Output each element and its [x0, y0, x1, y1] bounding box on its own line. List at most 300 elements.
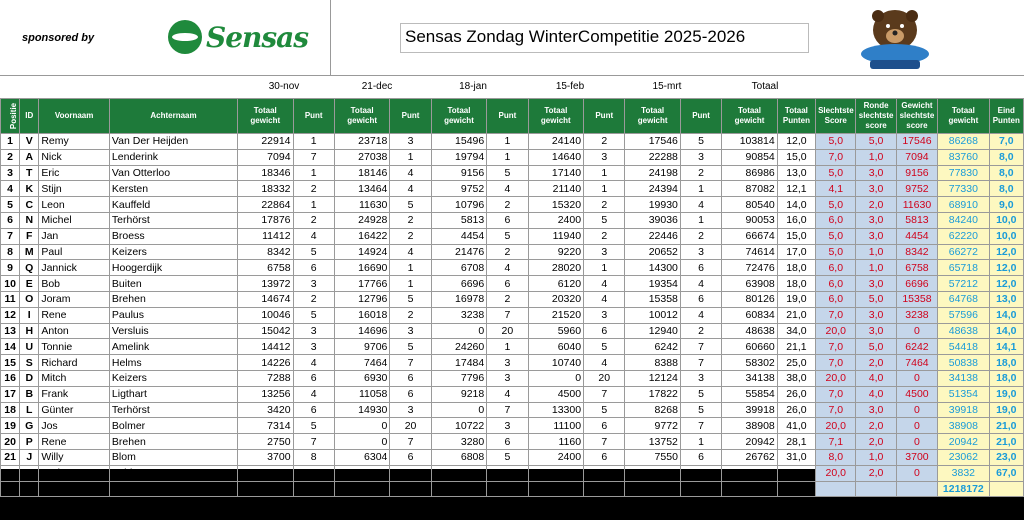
table-cell: Tonnie — [39, 339, 110, 355]
table-cell: 7 — [680, 418, 721, 434]
table-cell: 5 — [487, 228, 528, 244]
table-cell: 7 — [293, 434, 334, 450]
table-cell: 3832 — [938, 465, 989, 481]
table-cell: 5 — [293, 307, 334, 323]
table-cell: T — [20, 165, 39, 181]
table-cell: 19,0 — [777, 291, 815, 307]
table-cell: 21476 — [431, 244, 486, 260]
table-cell: 24928 — [334, 212, 389, 228]
table-cell: 22446 — [625, 228, 680, 244]
table-cell: 9,0 — [989, 197, 1023, 213]
table-cell: 28020 — [528, 260, 583, 276]
date-label: 15-feb — [555, 81, 585, 92]
table-cell: Amelink — [109, 339, 237, 355]
table-cell: 6 — [584, 323, 625, 339]
table-cell: 26,0 — [777, 402, 815, 418]
table-cell: 58302 — [722, 355, 777, 371]
table-cell: 20,0 — [816, 465, 856, 481]
table-cell: 24140 — [528, 134, 583, 150]
table-cell: 0 — [528, 370, 583, 386]
table-cell: 18,0 — [777, 260, 815, 276]
table-cell: 21,0 — [989, 434, 1023, 450]
table-cell — [777, 481, 815, 497]
table-cell: 3 — [293, 276, 334, 292]
table-cell: 4 — [293, 355, 334, 371]
table-cell: 2 — [487, 244, 528, 260]
table-cell: 4 — [390, 181, 431, 197]
table-cell: 8268 — [625, 402, 680, 418]
table-cell — [487, 481, 528, 497]
table-cell: C — [20, 197, 39, 213]
table-cell: 8,0 — [989, 149, 1023, 165]
table-cell: Broess — [109, 228, 237, 244]
table-row — [1, 465, 1024, 481]
table-cell: 20 — [390, 418, 431, 434]
table-cell: 14226 — [238, 355, 293, 371]
table-cell: 12940 — [625, 323, 680, 339]
table-cell: Paul — [39, 244, 110, 260]
table-cell: 6,0 — [816, 212, 856, 228]
table-cell: 68910 — [938, 197, 989, 213]
table-cell: 0 — [431, 465, 486, 481]
table-cell: 6304 — [334, 449, 389, 465]
table-cell: 7550 — [625, 449, 680, 465]
table-cell: 14,0 — [989, 323, 1023, 339]
table-cell: 6 — [390, 370, 431, 386]
table-cell: 4,1 — [816, 181, 856, 197]
table-cell — [293, 481, 334, 497]
table-cell: 11630 — [334, 197, 389, 213]
table-cell: 80126 — [722, 291, 777, 307]
table-cell: R — [20, 465, 39, 481]
table-cell: 10740 — [528, 355, 583, 371]
table-cell: 10,0 — [989, 212, 1023, 228]
table-cell: 77830 — [938, 165, 989, 181]
table-cell: 2,0 — [856, 418, 896, 434]
table-cell: 12,0 — [989, 276, 1023, 292]
table-cell: 1,0 — [856, 149, 896, 165]
table-cell: 3 — [390, 323, 431, 339]
table-cell: Helms — [109, 355, 237, 371]
table-cell: 60660 — [722, 339, 777, 355]
table-cell: 3832 — [238, 465, 293, 481]
table-cell: 4 — [293, 228, 334, 244]
table-row — [1, 149, 1024, 165]
table-row — [1, 228, 1024, 244]
table-cell: Keizers — [109, 370, 237, 386]
table-cell: 7 — [390, 434, 431, 450]
table-cell: 13972 — [238, 276, 293, 292]
table-cell: Nick — [39, 149, 110, 165]
table-cell: 7,0 — [816, 149, 856, 165]
table-cell: 3,0 — [856, 212, 896, 228]
table-cell: 6 — [293, 370, 334, 386]
table-cell: 19930 — [625, 197, 680, 213]
table-cell: 22914 — [238, 134, 293, 150]
table-cell: Rene — [39, 307, 110, 323]
table-cell: 3,0 — [856, 228, 896, 244]
table-cell: 7 — [1, 228, 20, 244]
table-cell: 3,0 — [856, 307, 896, 323]
total-cell: 209925 — [431, 481, 486, 497]
column-header: Punt — [293, 99, 334, 134]
table-cell: Terhörst — [109, 212, 237, 228]
table-cell: 1 — [1, 134, 20, 150]
table-cell — [390, 481, 431, 497]
table-cell: 10 — [1, 276, 20, 292]
table-cell: 57212 — [938, 276, 989, 292]
column-header: Voornaam — [39, 99, 110, 134]
table-cell: 1,0 — [856, 260, 896, 276]
table-cell: 2 — [584, 134, 625, 150]
table-cell: 1 — [487, 339, 528, 355]
table-cell: 7,0 — [816, 402, 856, 418]
table-cell: 7 — [390, 355, 431, 371]
table-row — [1, 449, 1024, 465]
table-cell: 16018 — [334, 307, 389, 323]
table-cell: 31,0 — [777, 449, 815, 465]
table-cell: 5 — [1, 197, 20, 213]
column-header-label: Positie — [9, 102, 19, 130]
table-cell: 7,0 — [816, 355, 856, 371]
table-cell: 15358 — [625, 291, 680, 307]
table-cell: P — [20, 434, 39, 450]
table-cell: 11940 — [528, 228, 583, 244]
table-cell: 2400 — [528, 212, 583, 228]
table-cell: 7 — [487, 307, 528, 323]
divider — [330, 0, 331, 76]
table-cell: 1 — [680, 212, 721, 228]
table-cell: Leon — [39, 197, 110, 213]
table-cell: 6 — [390, 449, 431, 465]
table-cell: 18146 — [334, 165, 389, 181]
table-cell: 41,0 — [777, 418, 815, 434]
table-cell: 6,0 — [816, 291, 856, 307]
table-row — [1, 181, 1024, 197]
table-cell: 5,0 — [816, 134, 856, 150]
table-cell: 5 — [293, 244, 334, 260]
table-cell: 2 — [390, 212, 431, 228]
table-cell: 14300 — [625, 260, 680, 276]
table-cell: 3,0 — [856, 165, 896, 181]
table-cell: 5,0 — [856, 134, 896, 150]
table-cell: 5,0 — [856, 291, 896, 307]
table-cell: 6696 — [431, 276, 486, 292]
table-row — [1, 276, 1024, 292]
table-cell: 0 — [625, 465, 680, 481]
table-cell: 3 — [584, 244, 625, 260]
table-cell: I — [20, 307, 39, 323]
table-cell: 6 — [487, 434, 528, 450]
table-cell: 7,1 — [816, 434, 856, 450]
table-cell: 2400 — [528, 449, 583, 465]
table-cell: 7,0 — [816, 386, 856, 402]
table-cell: Jannick — [39, 260, 110, 276]
table-cell: 21140 — [528, 181, 583, 197]
table-cell: 24394 — [625, 181, 680, 197]
table-cell: 15,0 — [777, 228, 815, 244]
table-cell: 20 — [584, 370, 625, 386]
table-cell: 2 — [293, 291, 334, 307]
table-cell: 7 — [680, 355, 721, 371]
table-cell: 2750 — [238, 434, 293, 450]
column-header: Totaal gewicht — [625, 99, 680, 134]
table-cell: 2 — [390, 228, 431, 244]
sheet-header — [0, 0, 1024, 98]
table-cell: 3 — [390, 134, 431, 150]
table-row — [1, 386, 1024, 402]
table-cell: 20652 — [625, 244, 680, 260]
table-row — [1, 370, 1024, 386]
table-cell: 6 — [487, 212, 528, 228]
page-title: Sensas Zondag WinterCompetitie 2025-2026 — [400, 23, 809, 53]
table-row — [1, 244, 1024, 260]
table-cell: 28,1 — [777, 434, 815, 450]
table-cell: 2 — [680, 228, 721, 244]
table-cell: 6 — [680, 291, 721, 307]
table-cell: 34138 — [938, 370, 989, 386]
table-cell: 4 — [584, 276, 625, 292]
table-cell: Lenderink — [109, 149, 237, 165]
table-row — [1, 165, 1024, 181]
date-label: Totaal — [751, 81, 779, 92]
table-cell: 1 — [390, 276, 431, 292]
table-row — [1, 355, 1024, 371]
table-cell: 8342 — [896, 244, 937, 260]
table-cell: Frank — [39, 386, 110, 402]
table-cell: 0 — [896, 418, 937, 434]
table-cell: 6 — [584, 418, 625, 434]
table-cell: 3,0 — [856, 323, 896, 339]
table-cell: 17,0 — [777, 244, 815, 260]
table-cell: 23062 — [938, 449, 989, 465]
table-cell: 3700 — [896, 449, 937, 465]
column-header: Totaal gewicht — [431, 99, 486, 134]
table-cell: 17 — [1, 386, 20, 402]
table-cell: 5 — [584, 402, 625, 418]
table-cell: 0 — [896, 434, 937, 450]
table-cell: 15320 — [528, 197, 583, 213]
table-cell: 23718 — [334, 134, 389, 150]
table-cell: 87,0 — [777, 465, 815, 481]
table-cell: 48638 — [938, 323, 989, 339]
table-cell: 60834 — [722, 307, 777, 323]
table-cell: Remy — [39, 134, 110, 150]
table-cell: 9752 — [431, 181, 486, 197]
table-cell: 4500 — [528, 386, 583, 402]
date-label: 21-dec — [361, 81, 393, 92]
table-row — [1, 339, 1024, 355]
table-cell: 2 — [1, 149, 20, 165]
table-cell: 6696 — [896, 276, 937, 292]
table-cell: 8 — [293, 449, 334, 465]
table-cell: 8342 — [238, 244, 293, 260]
table-cell: 12,0 — [989, 244, 1023, 260]
table-cell: 3 — [680, 244, 721, 260]
table-cell: 8,0 — [989, 165, 1023, 181]
table-cell: 20,0 — [816, 323, 856, 339]
table-cell: 1,0 — [856, 244, 896, 260]
table-cell: K — [20, 181, 39, 197]
table-cell: 20942 — [938, 434, 989, 450]
table-cell: 7,0 — [816, 307, 856, 323]
table-cell: 3 — [487, 355, 528, 371]
table-cell: 4454 — [431, 228, 486, 244]
table-cell: 63908 — [722, 276, 777, 292]
table-cell: 9220 — [528, 244, 583, 260]
table-cell: O — [20, 291, 39, 307]
table-cell: 2,0 — [856, 355, 896, 371]
table-cell: 2 — [390, 307, 431, 323]
table-cell — [680, 481, 721, 497]
table-cell: 54418 — [938, 339, 989, 355]
table-cell: 6040 — [528, 339, 583, 355]
table-cell: 48638 — [722, 323, 777, 339]
table-cell: 6 — [390, 386, 431, 402]
table-cell: 6930 — [334, 370, 389, 386]
table-cell: 6 — [293, 402, 334, 418]
table-cell: 2,0 — [856, 434, 896, 450]
table-cell: 4 — [680, 276, 721, 292]
table-cell: 1160 — [528, 434, 583, 450]
table-cell: 2 — [293, 212, 334, 228]
table-cell: 17546 — [625, 134, 680, 150]
table-cell: Buiten — [109, 276, 237, 292]
table-cell: 5 — [680, 134, 721, 150]
table-cell: 22 — [1, 465, 20, 481]
table-cell: V — [20, 134, 39, 150]
total-cell: 247120 — [528, 481, 583, 497]
table-cell: 38908 — [938, 418, 989, 434]
table-row — [1, 402, 1024, 418]
table-cell: 1,0 — [856, 449, 896, 465]
table-cell: 39918 — [722, 402, 777, 418]
column-header: Slechtste Score — [816, 99, 856, 134]
table-cell: 11412 — [238, 228, 293, 244]
table-cell: 4 — [584, 291, 625, 307]
table-cell: 14930 — [334, 402, 389, 418]
table-cell: 103814 — [722, 134, 777, 150]
table-cell: 4 — [390, 165, 431, 181]
table-cell: 20 — [1, 434, 20, 450]
header-row — [1, 99, 1024, 134]
table-cell: 5 — [293, 418, 334, 434]
table-cell: 6 — [1, 212, 20, 228]
table-cell: Joram — [39, 291, 110, 307]
table-cell: 5 — [390, 291, 431, 307]
bear-logo-icon — [858, 6, 932, 72]
table-cell: 7464 — [896, 355, 937, 371]
table-cell: 5960 — [528, 323, 583, 339]
table-cell: 17876 — [238, 212, 293, 228]
table-cell: 2 — [487, 291, 528, 307]
table-cell: 16 — [1, 370, 20, 386]
table-cell: 15358 — [896, 291, 937, 307]
table-cell: 21,0 — [777, 307, 815, 323]
table-cell: 10,0 — [989, 228, 1023, 244]
table-cell: 10012 — [625, 307, 680, 323]
table-cell: 84240 — [938, 212, 989, 228]
table-cell: 5,0 — [816, 244, 856, 260]
table-cell: 3 — [1, 165, 20, 181]
table-cell: 0 — [334, 465, 389, 481]
table-cell: 65718 — [938, 260, 989, 276]
table-cell: Bolmer — [109, 418, 237, 434]
table-cell: Eric — [39, 165, 110, 181]
table-cell — [896, 481, 937, 497]
table-cell: Terhörst — [109, 402, 237, 418]
table-cell: 3 — [293, 323, 334, 339]
table-cell: 4 — [487, 181, 528, 197]
table-cell: 6 — [487, 276, 528, 292]
table-cell: 77330 — [938, 181, 989, 197]
fish-icon — [168, 20, 202, 54]
table-cell: 10796 — [431, 197, 486, 213]
table-row — [1, 212, 1024, 228]
table-cell: 13464 — [334, 181, 389, 197]
table-cell: Versluis — [109, 323, 237, 339]
table-cell: Ligthart — [109, 386, 237, 402]
table-cell: 1 — [584, 181, 625, 197]
table-cell: 39036 — [625, 212, 680, 228]
table-cell: 3832 — [722, 465, 777, 481]
table-cell: 19354 — [625, 276, 680, 292]
total-cell: 284628 — [334, 481, 389, 497]
table-cell: 3 — [390, 402, 431, 418]
table-cell: G — [20, 418, 39, 434]
table-cell: 4,0 — [856, 386, 896, 402]
column-header: Totaal gewicht — [238, 99, 293, 134]
table-cell: 34138 — [722, 370, 777, 386]
table-cell: 3 — [487, 370, 528, 386]
table-cell: 20320 — [528, 291, 583, 307]
table-cell: 3 — [680, 370, 721, 386]
table-cell: 26762 — [722, 449, 777, 465]
table-cell — [109, 481, 237, 497]
table-cell: 12796 — [334, 291, 389, 307]
table-cell: 6758 — [238, 260, 293, 276]
table-cell: 13,0 — [777, 165, 815, 181]
column-header: ID — [20, 99, 39, 134]
table-cell: 19,0 — [989, 386, 1023, 402]
table-cell: 9752 — [896, 181, 937, 197]
table-cell: 26,0 — [777, 386, 815, 402]
table-cell: 7 — [487, 402, 528, 418]
total-cell: 1218172 — [938, 481, 989, 497]
table-cell: 4 — [487, 386, 528, 402]
table-cell: Richard — [39, 355, 110, 371]
table-cell: 19794 — [431, 149, 486, 165]
table-cell: 14640 — [528, 149, 583, 165]
table-cell: 74614 — [722, 244, 777, 260]
table-cell: 20,0 — [816, 418, 856, 434]
table-cell: 7094 — [238, 149, 293, 165]
sponsored-by-label: sponsored by — [22, 32, 95, 44]
table-cell: 17822 — [625, 386, 680, 402]
table-cell: 0 — [431, 402, 486, 418]
table-cell: Keizers — [109, 244, 237, 260]
table-cell: 0 — [896, 370, 937, 386]
table-row — [1, 197, 1024, 213]
table-cell: 0 — [528, 465, 583, 481]
column-header: Punt — [680, 99, 721, 134]
table-cell: 11100 — [528, 418, 583, 434]
table-cell: 25,0 — [777, 355, 815, 371]
table-cell: 2 — [680, 323, 721, 339]
table-cell: Van Der Heijden — [109, 134, 237, 150]
table-cell: 1 — [487, 134, 528, 150]
table-cell: 13752 — [625, 434, 680, 450]
